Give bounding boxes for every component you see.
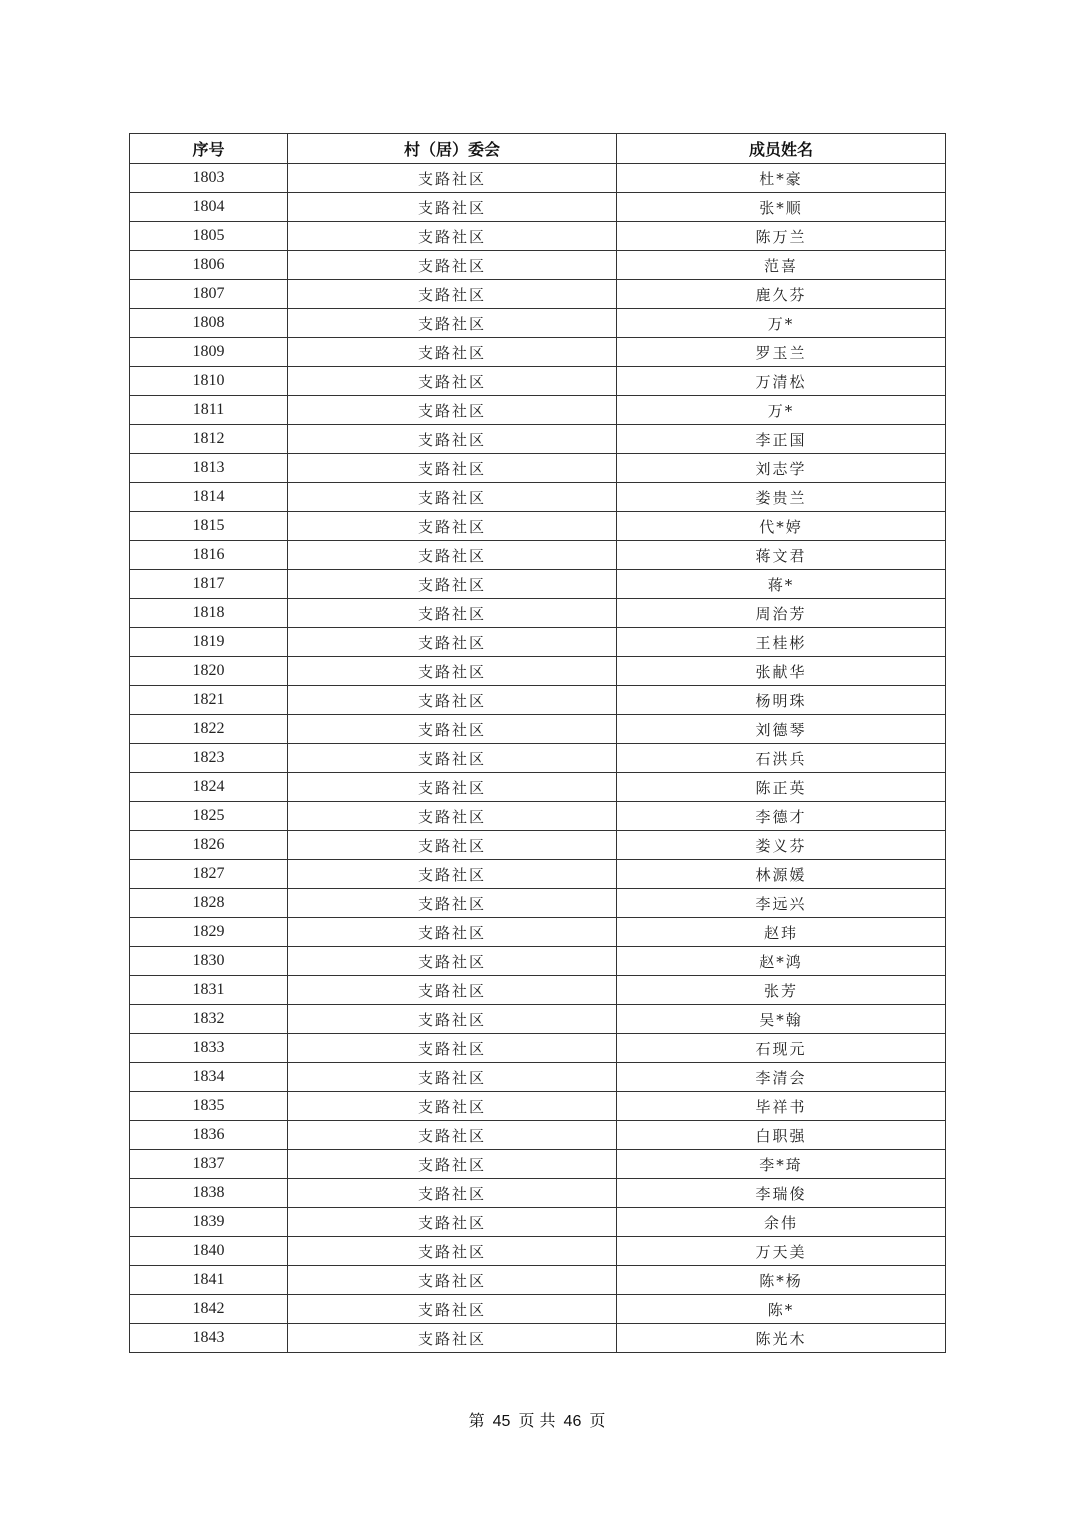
table-row <box>130 454 946 483</box>
row-seq-cell: 1836 <box>130 1121 288 1150</box>
row-member-name-cell: 万* <box>617 309 946 338</box>
row-member-name-cell: 陈万兰 <box>617 222 946 251</box>
table-row <box>130 367 946 396</box>
row-committee-cell: 支路社区 <box>288 541 617 570</box>
row-committee-cell: 支路社区 <box>288 193 617 222</box>
row-member-name-cell: 李清会 <box>617 1063 946 1092</box>
row-member-name-cell: 石洪兵 <box>617 744 946 773</box>
table-row <box>130 512 946 541</box>
row-seq-cell: 1810 <box>130 367 288 396</box>
row-committee-cell: 支路社区 <box>288 1179 617 1208</box>
row-committee-cell: 支路社区 <box>288 947 617 976</box>
table-row <box>130 1295 946 1324</box>
row-seq-cell: 1813 <box>130 454 288 483</box>
row-seq-cell: 1803 <box>130 164 288 193</box>
table-row <box>130 1063 946 1092</box>
row-member-name-cell: 张*顺 <box>617 193 946 222</box>
table-row <box>130 686 946 715</box>
row-member-name-cell: 罗玉兰 <box>617 338 946 367</box>
row-member-name-cell: 蒋文君 <box>617 541 946 570</box>
row-member-name-cell: 赵*鸿 <box>617 947 946 976</box>
row-committee-cell: 支路社区 <box>288 512 617 541</box>
table-row <box>130 773 946 802</box>
row-member-name-cell: 范喜 <box>617 251 946 280</box>
row-seq-cell: 1817 <box>130 570 288 599</box>
row-member-name-cell: 杜*豪 <box>617 164 946 193</box>
row-committee-cell: 支路社区 <box>288 1005 617 1034</box>
table-row <box>130 860 946 889</box>
row-committee-cell: 支路社区 <box>288 657 617 686</box>
table-row <box>130 541 946 570</box>
row-committee-cell: 支路社区 <box>288 1237 617 1266</box>
row-committee-cell: 支路社区 <box>288 338 617 367</box>
row-seq-cell: 1834 <box>130 1063 288 1092</box>
row-committee-cell: 支路社区 <box>288 686 617 715</box>
row-member-name-cell: 张献华 <box>617 657 946 686</box>
row-member-name-cell: 杨明珠 <box>617 686 946 715</box>
row-seq-cell: 1804 <box>130 193 288 222</box>
table-row <box>130 280 946 309</box>
row-member-name-cell: 蒋* <box>617 570 946 599</box>
row-member-name-cell: 陈* <box>617 1295 946 1324</box>
row-committee-cell: 支路社区 <box>288 1034 617 1063</box>
row-committee-cell: 支路社区 <box>288 976 617 1005</box>
row-member-name-cell: 万清松 <box>617 367 946 396</box>
table-row <box>130 1092 946 1121</box>
table-row <box>130 918 946 947</box>
row-committee-cell: 支路社区 <box>288 251 617 280</box>
row-committee-cell: 支路社区 <box>288 628 617 657</box>
row-seq-cell: 1835 <box>130 1092 288 1121</box>
table-row <box>130 1266 946 1295</box>
row-member-name-cell: 张芳 <box>617 976 946 1005</box>
header-committee: 村（居）委会 <box>288 134 617 164</box>
row-member-name-cell: 陈光木 <box>617 1324 946 1353</box>
table-row <box>130 744 946 773</box>
row-committee-cell: 支路社区 <box>288 599 617 628</box>
table-body <box>130 164 946 1353</box>
table-row <box>130 396 946 425</box>
table-row <box>130 599 946 628</box>
table-row <box>130 628 946 657</box>
row-committee-cell: 支路社区 <box>288 802 617 831</box>
table-row <box>130 164 946 193</box>
row-seq-cell: 1826 <box>130 831 288 860</box>
row-member-name-cell: 林源媛 <box>617 860 946 889</box>
footer-middle: 页 共 <box>518 1411 556 1430</box>
row-member-name-cell: 刘德琴 <box>617 715 946 744</box>
row-seq-cell: 1824 <box>130 773 288 802</box>
table-row <box>130 715 946 744</box>
row-seq-cell: 1832 <box>130 1005 288 1034</box>
row-member-name-cell: 王桂彬 <box>617 628 946 657</box>
row-seq-cell: 1842 <box>130 1295 288 1324</box>
row-committee-cell: 支路社区 <box>288 744 617 773</box>
row-seq-cell: 1825 <box>130 802 288 831</box>
table-row <box>130 1121 946 1150</box>
row-member-name-cell: 吴*翰 <box>617 1005 946 1034</box>
row-seq-cell: 1807 <box>130 280 288 309</box>
row-seq-cell: 1806 <box>130 251 288 280</box>
row-seq-cell: 1829 <box>130 918 288 947</box>
row-member-name-cell: 周治芳 <box>617 599 946 628</box>
table-row <box>130 1324 946 1353</box>
table-header-row <box>130 134 946 164</box>
row-member-name-cell: 白职强 <box>617 1121 946 1150</box>
row-committee-cell: 支路社区 <box>288 1121 617 1150</box>
row-seq-cell: 1830 <box>130 947 288 976</box>
row-committee-cell: 支路社区 <box>288 773 617 802</box>
row-seq-cell: 1820 <box>130 657 288 686</box>
row-committee-cell: 支路社区 <box>288 222 617 251</box>
row-member-name-cell: 李瑞俊 <box>617 1179 946 1208</box>
row-seq-cell: 1816 <box>130 541 288 570</box>
row-seq-cell: 1837 <box>130 1150 288 1179</box>
row-seq-cell: 1831 <box>130 976 288 1005</box>
row-seq-cell: 1818 <box>130 599 288 628</box>
row-member-name-cell: 赵玮 <box>617 918 946 947</box>
row-committee-cell: 支路社区 <box>288 1208 617 1237</box>
table-row <box>130 976 946 1005</box>
row-seq-cell: 1814 <box>130 483 288 512</box>
table-row <box>130 251 946 280</box>
row-seq-cell: 1805 <box>130 222 288 251</box>
current-page-number: 45 <box>492 1413 511 1430</box>
row-seq-cell: 1812 <box>130 425 288 454</box>
row-committee-cell: 支路社区 <box>288 860 617 889</box>
table-row <box>130 193 946 222</box>
table-row <box>130 1150 946 1179</box>
row-committee-cell: 支路社区 <box>288 1324 617 1353</box>
row-committee-cell: 支路社区 <box>288 918 617 947</box>
row-seq-cell: 1839 <box>130 1208 288 1237</box>
table-row <box>130 831 946 860</box>
row-member-name-cell: 娄贵兰 <box>617 483 946 512</box>
row-member-name-cell: 陈*杨 <box>617 1266 946 1295</box>
row-member-name-cell: 刘志学 <box>617 454 946 483</box>
row-member-name-cell: 毕祥书 <box>617 1092 946 1121</box>
table-row <box>130 1208 946 1237</box>
row-seq-cell: 1822 <box>130 715 288 744</box>
row-committee-cell: 支路社区 <box>288 570 617 599</box>
header-member-name: 成员姓名 <box>617 134 946 164</box>
row-committee-cell: 支路社区 <box>288 309 617 338</box>
member-roster-table <box>129 133 946 1353</box>
row-committee-cell: 支路社区 <box>288 1092 617 1121</box>
footer-suffix: 页 <box>589 1411 606 1430</box>
table-row <box>130 1237 946 1266</box>
row-member-name-cell: 娄义芬 <box>617 831 946 860</box>
row-seq-cell: 1843 <box>130 1324 288 1353</box>
table-row <box>130 425 946 454</box>
table-row <box>130 1034 946 1063</box>
row-committee-cell: 支路社区 <box>288 164 617 193</box>
header-seq: 序号 <box>130 134 288 164</box>
row-committee-cell: 支路社区 <box>288 367 617 396</box>
table-row <box>130 483 946 512</box>
row-committee-cell: 支路社区 <box>288 425 617 454</box>
table-row <box>130 947 946 976</box>
row-seq-cell: 1809 <box>130 338 288 367</box>
row-seq-cell: 1815 <box>130 512 288 541</box>
row-seq-cell: 1838 <box>130 1179 288 1208</box>
row-member-name-cell: 李远兴 <box>617 889 946 918</box>
table-row <box>130 657 946 686</box>
table-row <box>130 338 946 367</box>
row-member-name-cell: 李正国 <box>617 425 946 454</box>
row-committee-cell: 支路社区 <box>288 454 617 483</box>
table-row <box>130 222 946 251</box>
row-seq-cell: 1840 <box>130 1237 288 1266</box>
row-seq-cell: 1819 <box>130 628 288 657</box>
row-seq-cell: 1833 <box>130 1034 288 1063</box>
row-committee-cell: 支路社区 <box>288 715 617 744</box>
row-committee-cell: 支路社区 <box>288 1266 617 1295</box>
row-seq-cell: 1823 <box>130 744 288 773</box>
row-committee-cell: 支路社区 <box>288 1150 617 1179</box>
row-seq-cell: 1841 <box>130 1266 288 1295</box>
row-member-name-cell: 鹿久芬 <box>617 280 946 309</box>
row-committee-cell: 支路社区 <box>288 1063 617 1092</box>
table-row <box>130 1179 946 1208</box>
row-seq-cell: 1808 <box>130 309 288 338</box>
row-committee-cell: 支路社区 <box>288 396 617 425</box>
row-member-name-cell: 石现元 <box>617 1034 946 1063</box>
row-member-name-cell: 万天美 <box>617 1237 946 1266</box>
footer-prefix: 第 <box>468 1411 485 1430</box>
row-committee-cell: 支路社区 <box>288 831 617 860</box>
row-committee-cell: 支路社区 <box>288 889 617 918</box>
row-member-name-cell: 余伟 <box>617 1208 946 1237</box>
table-row <box>130 1005 946 1034</box>
table-row <box>130 802 946 831</box>
row-member-name-cell: 李*琦 <box>617 1150 946 1179</box>
table-row <box>130 570 946 599</box>
row-seq-cell: 1827 <box>130 860 288 889</box>
row-committee-cell: 支路社区 <box>288 280 617 309</box>
row-member-name-cell: 万* <box>617 396 946 425</box>
table-row <box>130 309 946 338</box>
row-committee-cell: 支路社区 <box>288 483 617 512</box>
total-page-count: 46 <box>563 1413 582 1430</box>
row-committee-cell: 支路社区 <box>288 1295 617 1324</box>
row-seq-cell: 1811 <box>130 396 288 425</box>
row-member-name-cell: 代*婷 <box>617 512 946 541</box>
row-member-name-cell: 陈正英 <box>617 773 946 802</box>
row-seq-cell: 1828 <box>130 889 288 918</box>
row-member-name-cell: 李德才 <box>617 802 946 831</box>
table-row <box>130 889 946 918</box>
page-footer <box>0 1408 1074 1431</box>
row-seq-cell: 1821 <box>130 686 288 715</box>
